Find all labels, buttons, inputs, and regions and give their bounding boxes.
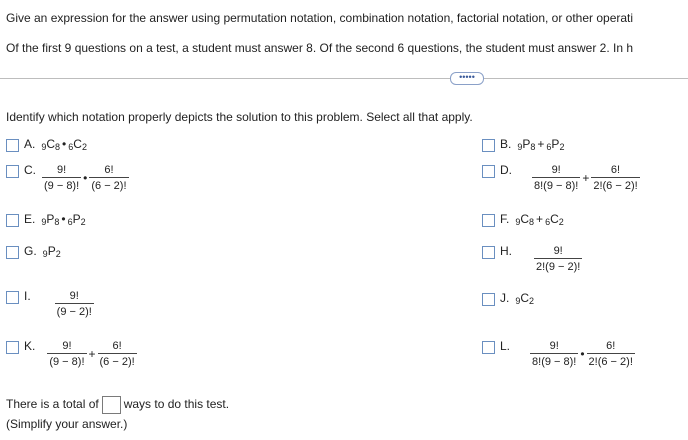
option-d-checkbox[interactable] bbox=[482, 165, 495, 178]
option-a-checkbox[interactable] bbox=[6, 139, 19, 152]
option-j-checkbox[interactable] bbox=[482, 293, 495, 306]
option-c-checkbox[interactable] bbox=[6, 165, 19, 178]
option-j-expression: $_9$ C $_2$ bbox=[515, 291, 535, 306]
option-e[interactable] bbox=[6, 212, 86, 227]
option-h-expression: $\frac{9!}{2!(9 - 2)!}$ bbox=[536, 245, 581, 273]
option-l-label: L. bbox=[500, 339, 511, 353]
option-c[interactable] bbox=[6, 163, 129, 193]
answer-input[interactable] bbox=[102, 396, 121, 414]
option-e-expression: $_9$ P $_8$ • $_6$ P $_2$ bbox=[41, 212, 86, 227]
option-i-expression: $\frac{9!}{(9 - 2)!}$ bbox=[56, 290, 92, 318]
option-g[interactable] bbox=[6, 244, 61, 259]
problem-text: Of the first 9 questions on a test, a student must answer 8. Of the second 6 questions, the student must answer 2. In h bbox=[6, 41, 634, 55]
simplify-hint: (Simplify your answer.) bbox=[6, 417, 128, 431]
option-l-checkbox[interactable] bbox=[482, 341, 495, 354]
option-b-label: B. bbox=[500, 137, 512, 151]
option-f-label: F. bbox=[500, 212, 510, 226]
option-f[interactable] bbox=[482, 212, 564, 227]
option-d-expression: $\frac{9!}{8!(9 - 8)!}$ + $\frac{6!}{2!(6 - 2)!}$ bbox=[534, 164, 638, 192]
option-g-checkbox[interactable] bbox=[6, 246, 19, 259]
option-l-expression: $\frac{9!}{8!(9 - 8)!}$ • $\frac{6!}{2!(6 - 2)!}$ bbox=[532, 340, 633, 368]
answer-prefix: There is a total of bbox=[6, 397, 99, 412]
option-k[interactable] bbox=[6, 339, 137, 369]
option-h-checkbox[interactable] bbox=[482, 246, 495, 259]
option-i[interactable] bbox=[6, 289, 94, 319]
option-b-checkbox[interactable] bbox=[482, 139, 495, 152]
option-b[interactable] bbox=[482, 137, 564, 152]
option-f-checkbox[interactable] bbox=[482, 214, 495, 227]
option-g-label: G. bbox=[24, 244, 37, 258]
option-f-expression: $_9$ C $_8$ + $_6$ C $_2$ bbox=[515, 212, 564, 227]
option-i-checkbox[interactable] bbox=[6, 291, 19, 304]
option-j[interactable] bbox=[482, 291, 534, 306]
option-e-label: E. bbox=[24, 212, 36, 226]
option-j-label: J. bbox=[500, 291, 510, 305]
option-a[interactable] bbox=[6, 137, 87, 152]
question-text: Identify which notation properly depicts the solution to this problem. Select all that apply. bbox=[6, 110, 473, 124]
option-c-label: C. bbox=[24, 163, 36, 177]
option-i-label: I. bbox=[24, 289, 31, 303]
answer-suffix: ways to do this test. bbox=[123, 397, 230, 412]
option-h[interactable] bbox=[482, 244, 582, 274]
option-k-checkbox[interactable] bbox=[6, 341, 19, 354]
option-b-expression: $_9$ P $_8$ + $_6$ P $_2$ bbox=[517, 137, 565, 152]
option-d-label: D. bbox=[500, 163, 512, 177]
option-g-expression: $_9$ P $_2$ bbox=[42, 244, 61, 259]
option-k-expression: $\frac{9!}{(9 - 8)!}$ + $\frac{6!}{(6 - 2)!}$ bbox=[49, 340, 135, 368]
option-a-expression: $_9$ C $_8$ • $_6$ C $_2$ bbox=[41, 137, 87, 152]
option-h-label: H. bbox=[500, 244, 512, 258]
option-k-label: K. bbox=[24, 339, 36, 353]
divider bbox=[0, 78, 688, 79]
option-c-expression: $\frac{9!}{(9 - 8)!}$ • $\frac{6!}{(6 - 2)!}$ bbox=[44, 164, 127, 192]
option-e-checkbox[interactable] bbox=[6, 214, 19, 227]
answer-line bbox=[6, 396, 229, 414]
option-a-label: A. bbox=[24, 137, 36, 151]
expand-more-button[interactable]: ••••• bbox=[450, 72, 484, 85]
instruction-text: Give an expression for the answer using permutation notation, combination notation, factorial notation, or other operati bbox=[6, 11, 634, 25]
option-l[interactable] bbox=[482, 339, 635, 369]
option-d[interactable] bbox=[482, 163, 640, 193]
